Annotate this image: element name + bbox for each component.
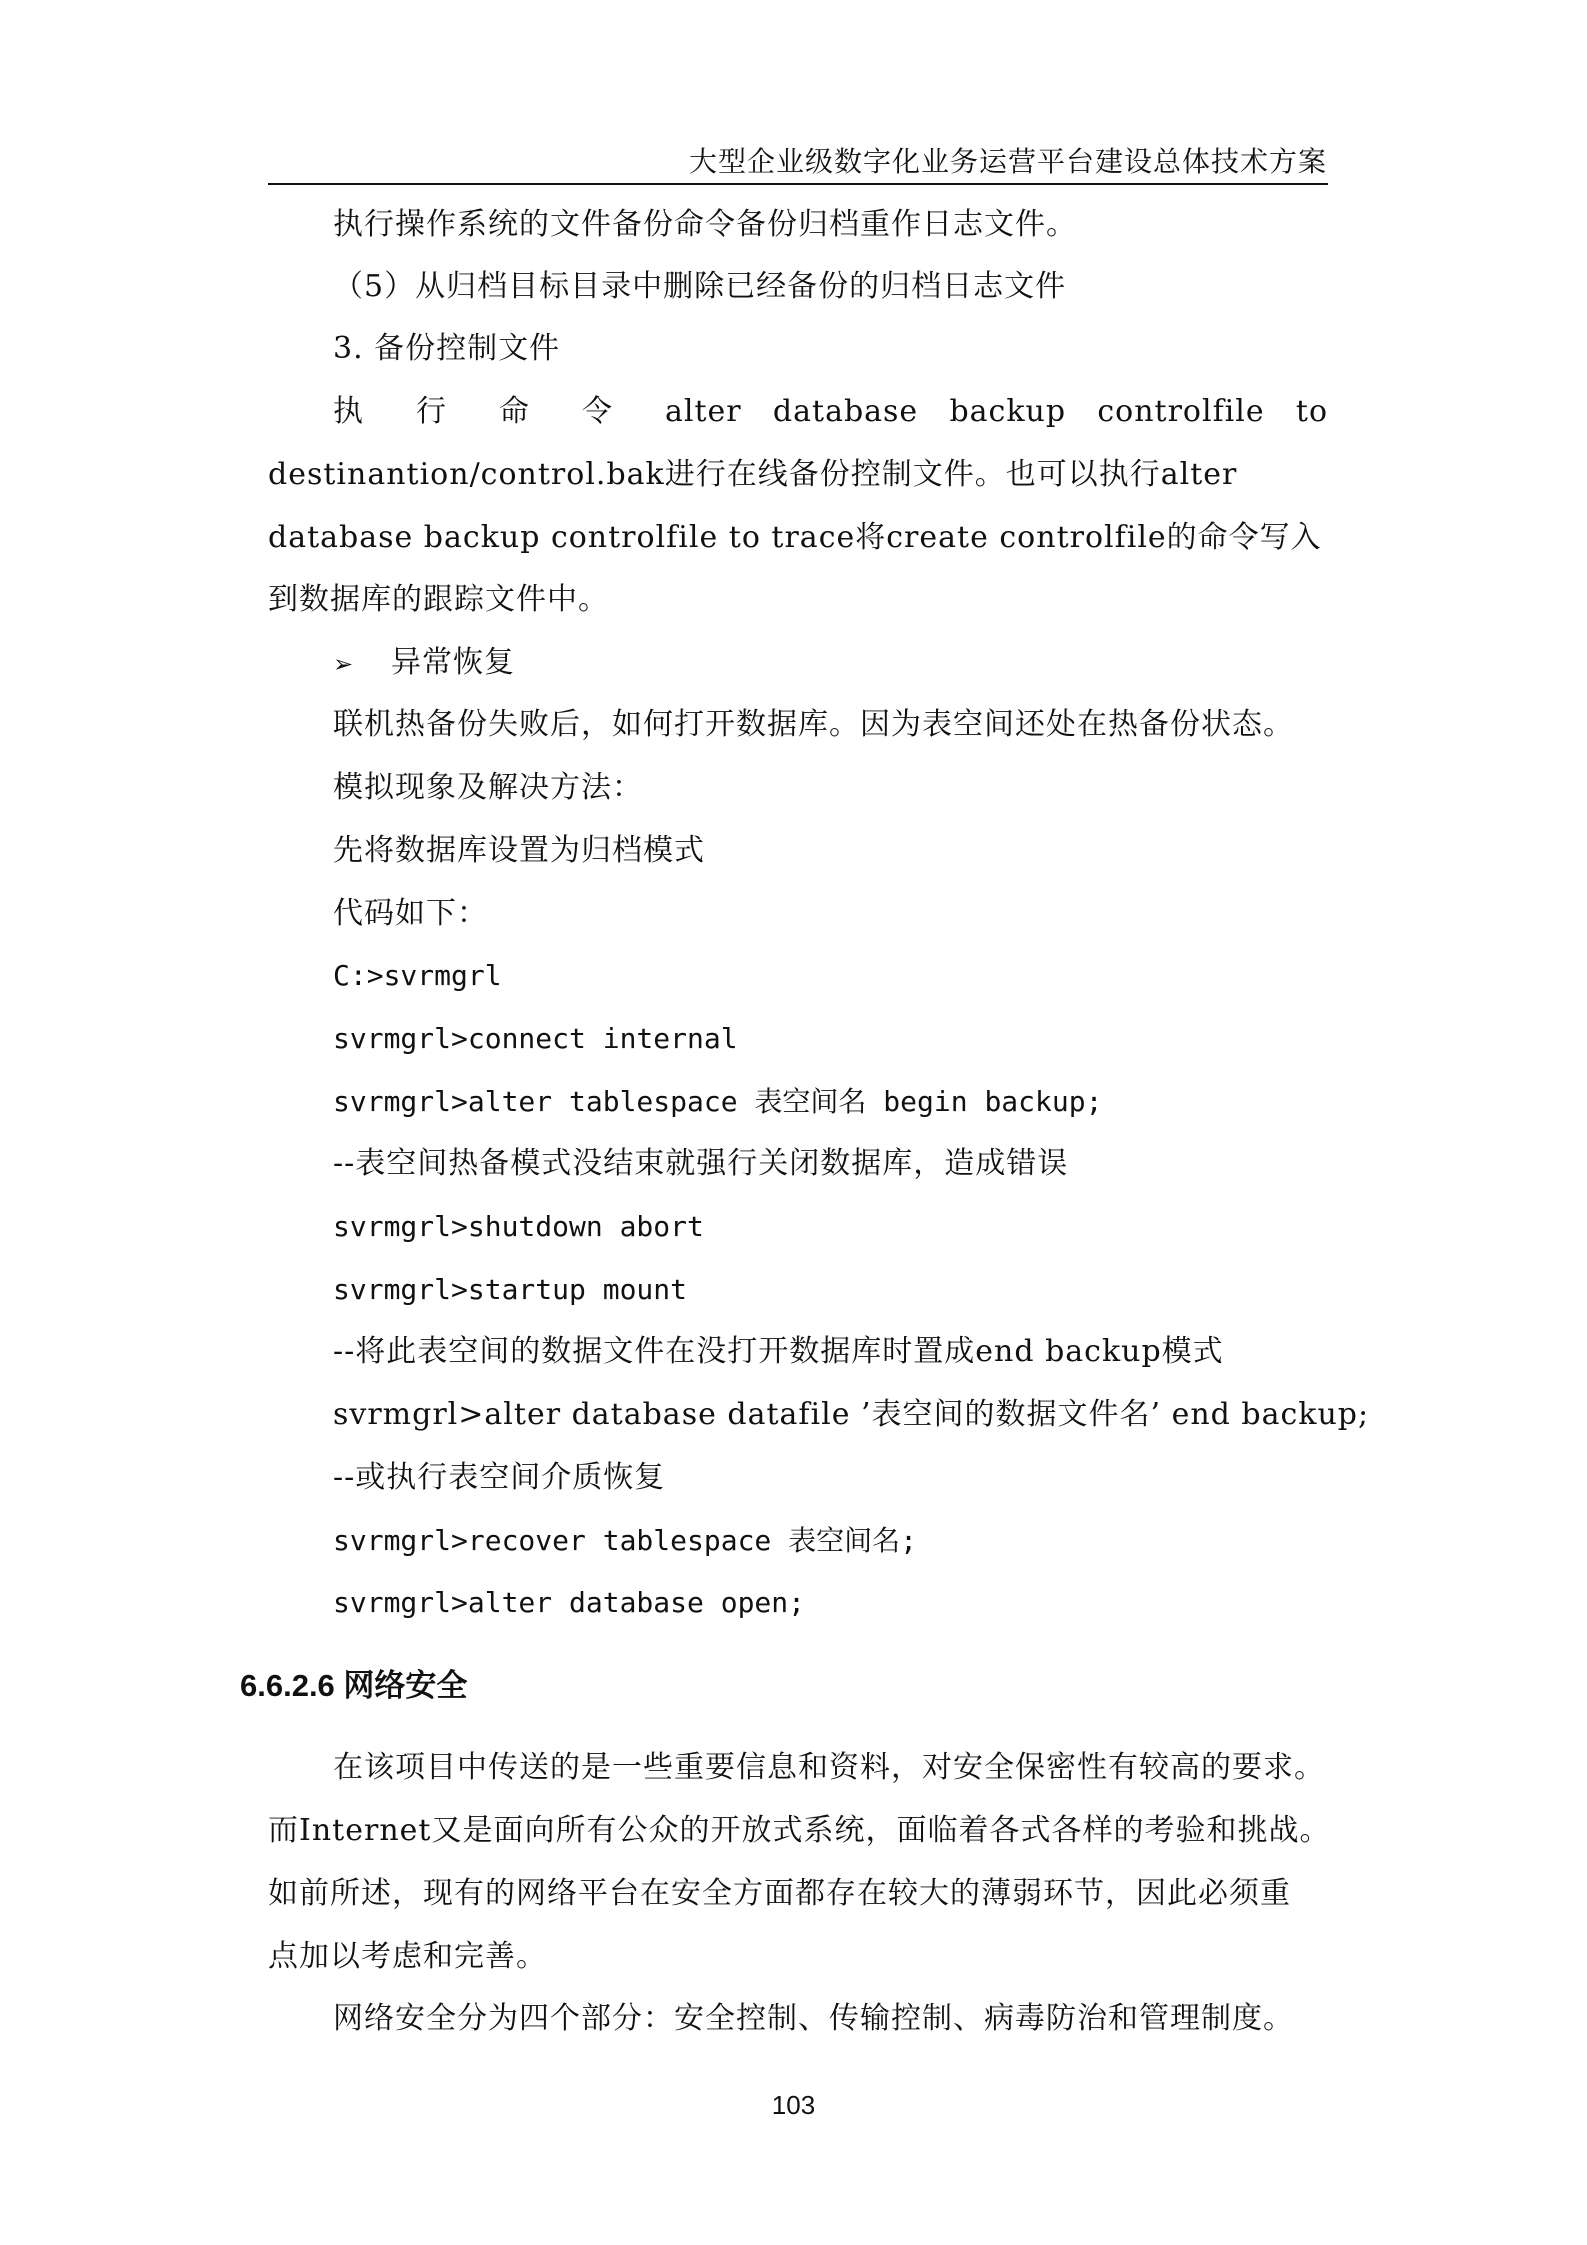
paragraph-line: 而Internet又是面向所有公众的开放式系统，面临着各式各样的考验和挑战。 xyxy=(268,1813,1331,1848)
paragraph-line: 点加以考虑和完善。 xyxy=(268,1939,547,1974)
bullet-item xyxy=(333,643,1328,684)
code-line: C:>svrmgrl xyxy=(333,959,502,992)
code-line: svrmgrl>startup mount xyxy=(333,1273,688,1306)
code-line: svrmgrl>recover tablespace 表空间名; xyxy=(333,1524,918,1557)
body-line: 3. 备份控制文件 xyxy=(333,331,561,366)
body-line: 到数据库的跟踪文件中。 xyxy=(268,582,609,617)
body-line: （5）从归档目标目录中删除已经备份的归档日志文件 xyxy=(333,269,1067,304)
body-line: database backup controlfile to trace将create controlfile的命令写入 xyxy=(268,520,1322,555)
code-comment: --表空间热备模式没结束就强行关闭数据库，造成错误 xyxy=(333,1146,1069,1181)
body-line: destinantion/control.bak进行在线备份控制文件。也可以执行alter xyxy=(268,457,1238,492)
code-line: svrmgrl>shutdown abort xyxy=(333,1210,704,1243)
code-line: svrmgrl>alter database datafile ’表空间的数据文件名’ end backup; xyxy=(333,1397,1370,1432)
body-line: 执 行 命 令 alter database backup controlfile to xyxy=(333,394,1328,429)
body-line: 代码如下： xyxy=(333,896,488,931)
running-header: 大型企业级数字化业务运营平台建设总体技术方案 xyxy=(688,145,1327,178)
code-line: svrmgrl>alter database open; xyxy=(333,1586,806,1619)
paragraph-line: 在该项目中传送的是一些重要信息和资料，对安全保密性有较高的要求。 xyxy=(333,1750,1325,1785)
code-comment: --将此表空间的数据文件在没打开数据库时置成end backup模式 xyxy=(333,1334,1224,1369)
header-rule xyxy=(268,183,1328,185)
body-line: 模拟现象及解决方法： xyxy=(333,770,643,805)
paragraph-line: 网络安全分为四个部分：安全控制、传输控制、病毒防治和管理制度。 xyxy=(333,2001,1294,2036)
paragraph-line: 如前所述，现有的网络平台在安全方面都存在较大的薄弱环节，因此必须重 xyxy=(268,1876,1291,1911)
arrow-bullet-icon: ➢ xyxy=(333,650,355,678)
code-comment: --或执行表空间介质恢复 xyxy=(333,1460,666,1495)
bullet-text: 异常恢复 xyxy=(391,645,515,680)
code-line: svrmgrl>alter tablespace 表空间名 begin backup; xyxy=(333,1085,1103,1118)
code-line: svrmgrl>connect internal xyxy=(333,1022,738,1055)
body-line: 执行操作系统的文件备份命令备份归档重作日志文件。 xyxy=(333,207,1077,242)
page-number: 103 xyxy=(771,2090,816,2120)
body-line: 先将数据库设置为归档模式 xyxy=(333,833,705,868)
body-line: 联机热备份失败后，如何打开数据库。因为表空间还处在热备份状态。 xyxy=(333,707,1294,742)
section-heading: 6.6.2.6 网络安全 xyxy=(240,1668,468,1703)
